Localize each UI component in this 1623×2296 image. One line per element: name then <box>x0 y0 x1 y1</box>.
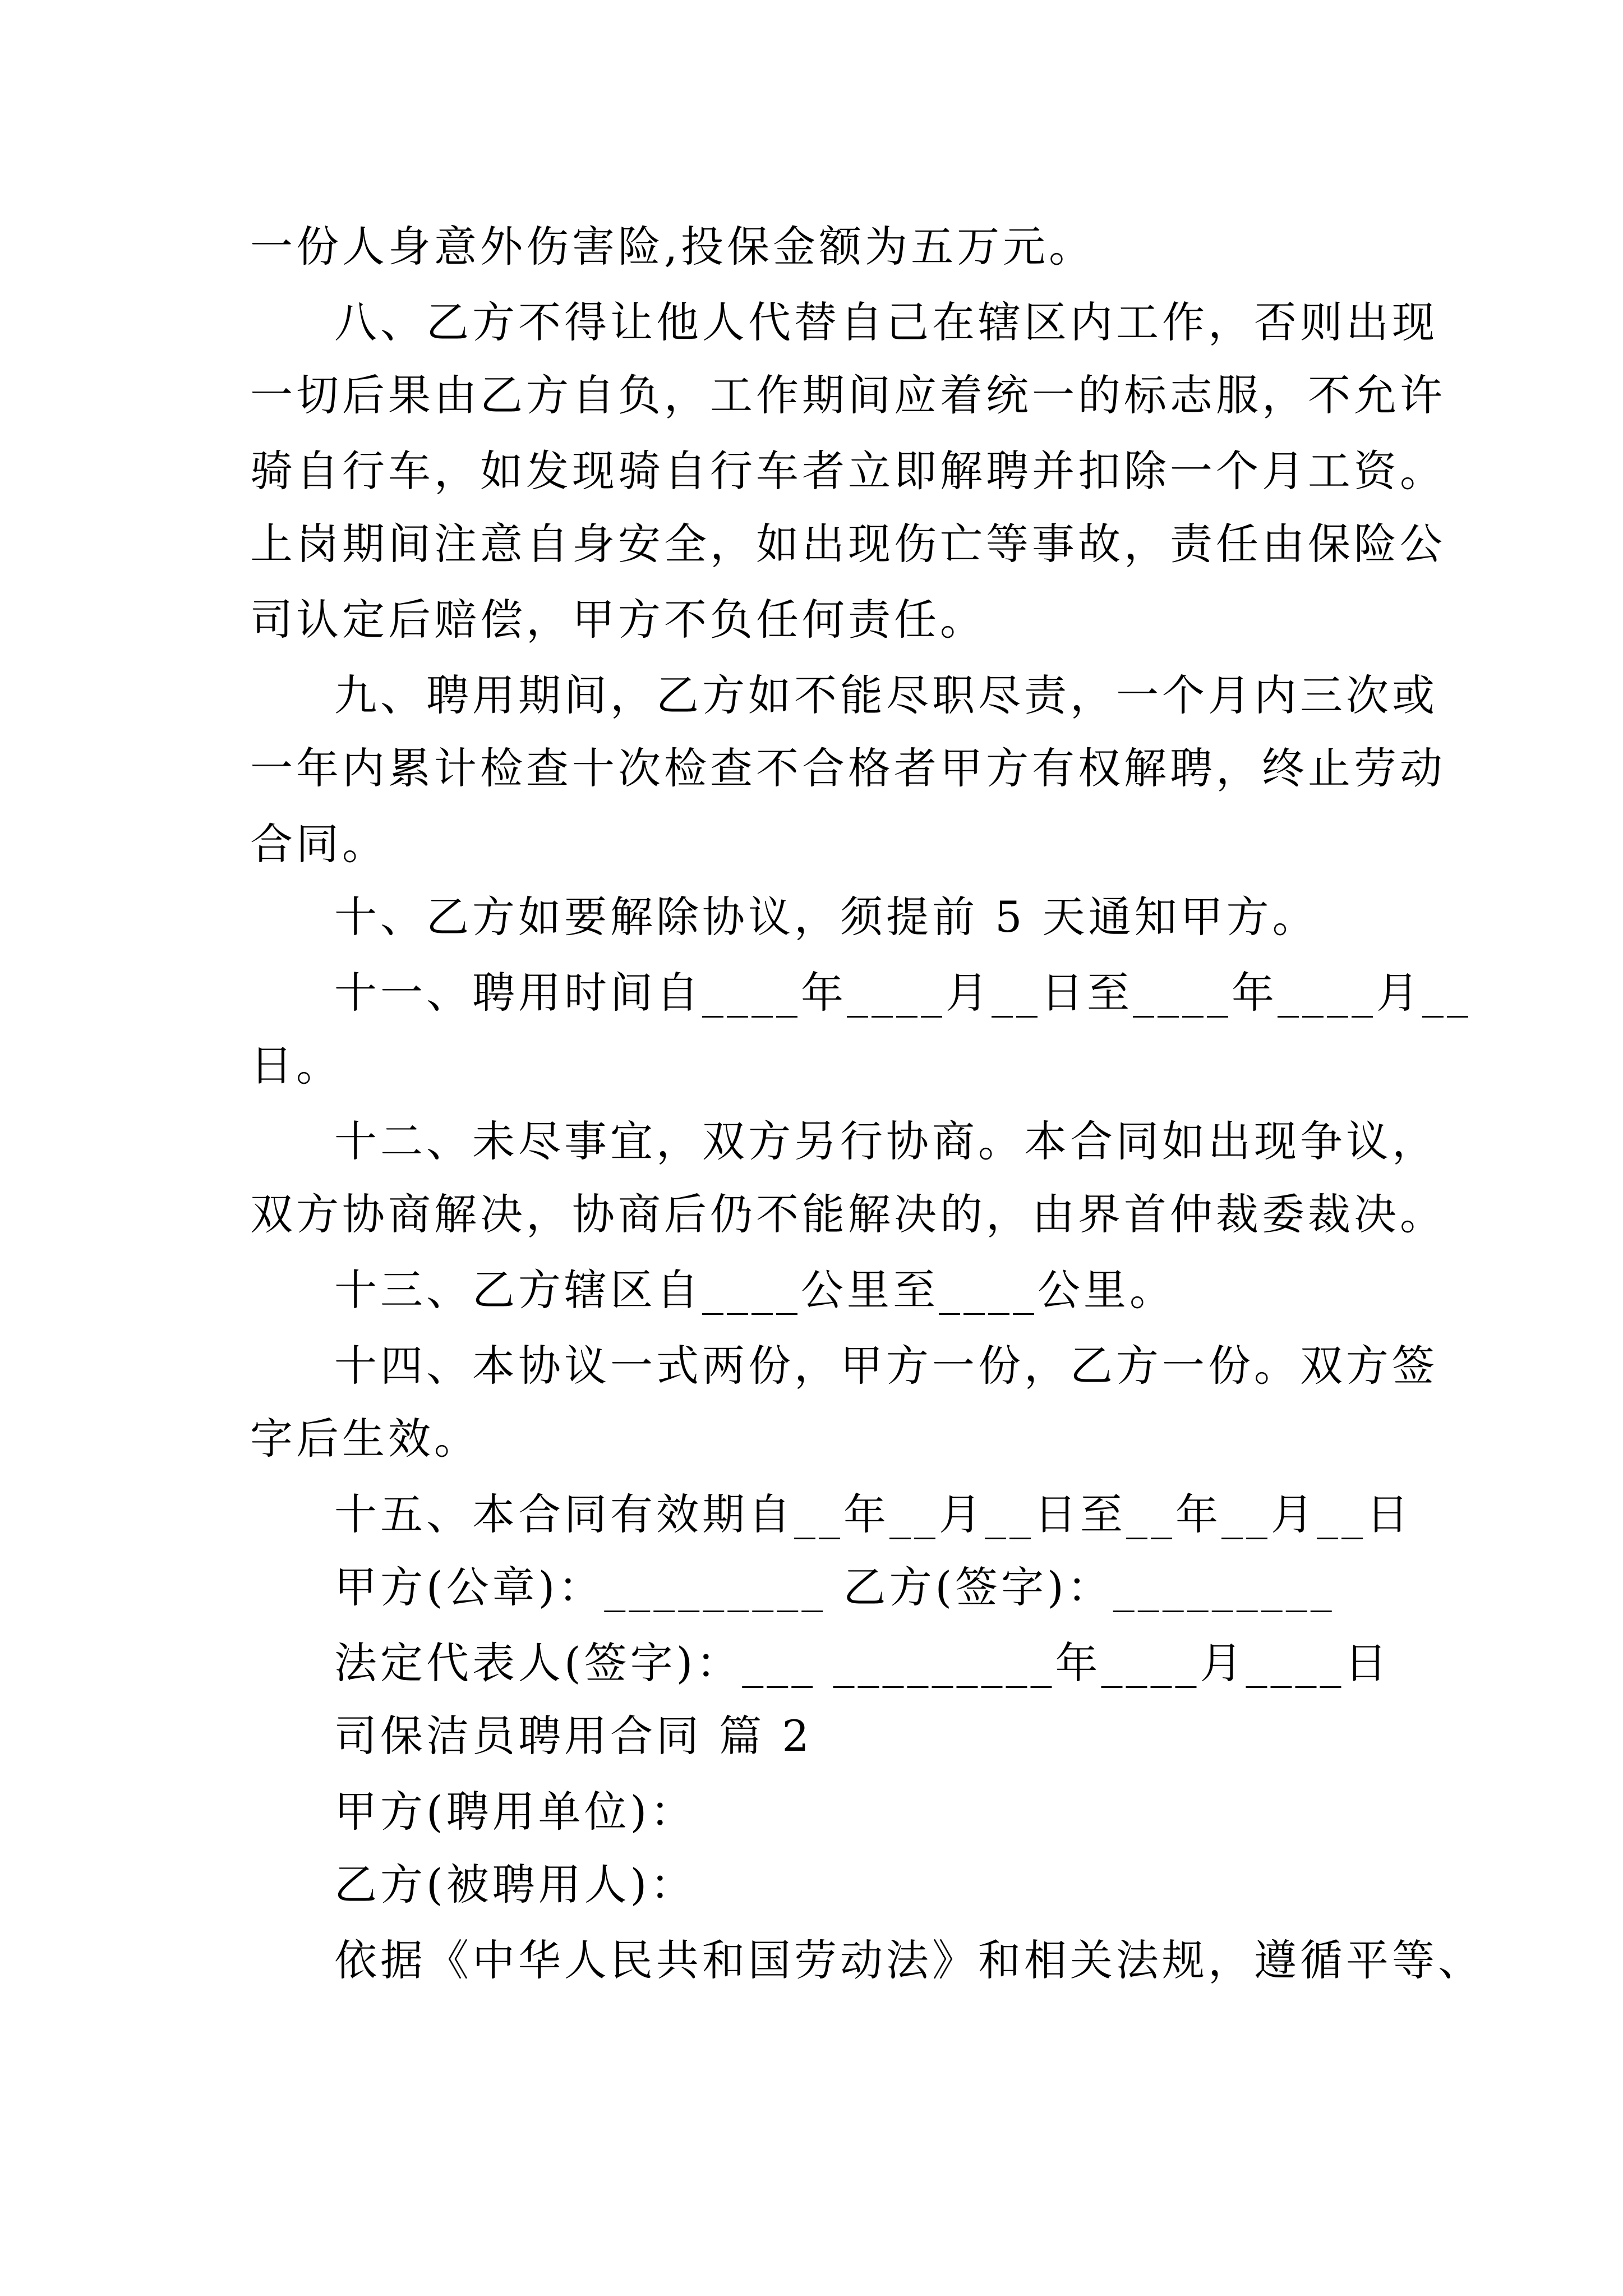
text-line: 法定代表人(签字)：___ _________年____月____日 <box>334 1638 1391 1688</box>
text-line: 合同。 <box>250 819 388 869</box>
text-line: 一份人身意外伤害险,投保金额为五万元。 <box>250 222 1095 272</box>
text-line: 双方协商解决，协商后仍不能解决的，由界首仲裁委裁决。 <box>250 1189 1446 1239</box>
text-line: 上岗期间注意自身安全，如出现伤亡等事故，责任由保险公 <box>250 519 1446 569</box>
text-line: 十五、本合同有效期自__年__月__日至__年__月__日 <box>334 1489 1412 1539</box>
text-line: 乙方(被聘用人)： <box>334 1860 697 1910</box>
text-line: 九、聘用期间，乙方如不能尽职尽责，一个月内三次或 <box>334 670 1438 720</box>
text-line: 司认定后赔偿，甲方不负任何责任。 <box>250 595 986 645</box>
text-line: 甲方(聘用单位)： <box>334 1787 697 1837</box>
text-line: 十二、未尽事宜，双方另行协商。本合同如出现争议， <box>334 1116 1438 1166</box>
text-line: 十、乙方如要解除协议，须提前 5 天通知甲方。 <box>334 892 1318 942</box>
text-line: 甲方(公章)：_________ 乙方(签字)：_________ <box>334 1562 1335 1612</box>
text-line: 八、乙方不得让他人代替自己在辖区内工作，否则出现 <box>334 297 1438 347</box>
text-line: 日。 <box>250 1041 342 1091</box>
text-line: 一切后果由乙方自负，工作期间应着统一的标志服，不允许 <box>250 370 1446 420</box>
text-line: 十三、乙方辖区自____公里至____公里。 <box>334 1265 1175 1315</box>
text-line: 字后生效。 <box>250 1414 480 1464</box>
text-line: 十四、本协议一式两份，甲方一份，乙方一份。双方签 <box>334 1341 1438 1391</box>
text-line: 骑自行车，如发现骑自行车者立即解聘并扣除一个月工资。 <box>250 446 1446 496</box>
text-line: 司保洁员聘用合同 篇 2 <box>334 1711 813 1761</box>
text-line: 依据《中华人民共和国劳动法》和相关法规，遵循平等、 <box>334 1935 1484 1985</box>
text-line: 十一、聘用时间自____年____月__日至____年____月__ <box>334 968 1472 1018</box>
text-line: 一年内累计检查十次检查不合格者甲方有权解聘，终止劳动 <box>250 743 1446 793</box>
